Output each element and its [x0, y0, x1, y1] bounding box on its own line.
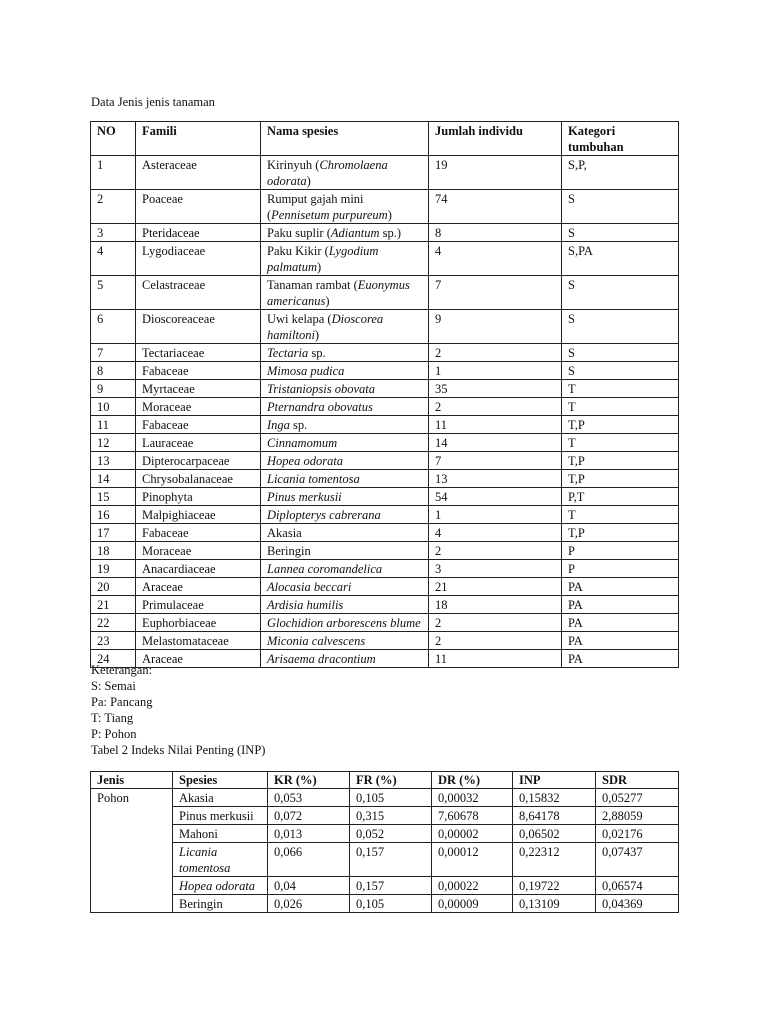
species-text: Rumput gajah mini (	[267, 192, 364, 222]
cell-no: 10	[91, 398, 136, 416]
cell-fr: 0,105	[350, 895, 432, 913]
scientific-name: Alocasia beccari	[267, 580, 352, 594]
table-row	[91, 789, 679, 807]
scientific-name: Lygodium palmatum	[267, 244, 379, 274]
table-row	[91, 434, 679, 452]
table-row	[91, 596, 679, 614]
table-row	[91, 506, 679, 524]
cell-no: 8	[91, 362, 136, 380]
cell-nama-spesies	[261, 380, 429, 398]
cell-no: 12	[91, 434, 136, 452]
cell-jumlah: 1	[429, 506, 562, 524]
cell-kategori: S	[562, 190, 679, 224]
table-row	[91, 560, 679, 578]
table-row	[91, 578, 679, 596]
legend-item: T: Tiang	[91, 711, 134, 725]
cell-kategori: PA	[562, 614, 679, 632]
cell-jumlah: 19	[429, 156, 562, 190]
species-text: sp.)	[379, 226, 402, 240]
cell-no: 13	[91, 452, 136, 470]
cell-kategori: S	[562, 224, 679, 242]
cell-famili: Lygodiaceae	[136, 242, 261, 276]
cell-jumlah: 4	[429, 524, 562, 542]
header-jenis: Jenis	[91, 772, 173, 789]
cell-kategori: PA	[562, 632, 679, 650]
cell-jumlah: 2	[429, 398, 562, 416]
cell-kategori: T	[562, 506, 679, 524]
scientific-name: Miconia calvescens	[267, 634, 366, 648]
cell-inp: 0,19722	[513, 877, 596, 895]
cell-dr: 0,00012	[432, 843, 513, 877]
cell-no: 19	[91, 560, 136, 578]
cell-no: 11	[91, 416, 136, 434]
species-text: Akasia	[267, 526, 302, 540]
cell-spesies: Beringin	[173, 895, 268, 913]
cell-jumlah: 74	[429, 190, 562, 224]
cell-no: 2	[91, 190, 136, 224]
cell-no: 15	[91, 488, 136, 506]
cell-nama-spesies	[261, 578, 429, 596]
table-row	[91, 650, 679, 668]
cell-kategori: P	[562, 542, 679, 560]
species-text: Paku suplir (	[267, 226, 331, 240]
cell-no: 20	[91, 578, 136, 596]
cell-kr: 0,026	[268, 895, 350, 913]
table-row	[91, 242, 679, 276]
scientific-name: Glochidion arborescens blume	[267, 616, 421, 630]
cell-no: 6	[91, 310, 136, 344]
species-text: Uwi kelapa (	[267, 312, 332, 326]
cell-nama-spesies	[261, 650, 429, 668]
cell-famili: Moraceae	[136, 398, 261, 416]
table-row	[91, 632, 679, 650]
table-row	[91, 452, 679, 470]
legend-title: Keterangan:	[91, 663, 153, 677]
cell-kategori: T	[562, 380, 679, 398]
cell-no: 1	[91, 156, 136, 190]
cell-nama-spesies	[261, 596, 429, 614]
cell-nama-spesies	[261, 224, 429, 242]
cell-no: 21	[91, 596, 136, 614]
scientific-name: Pternandra obovatus	[267, 400, 373, 414]
scientific-name: Pennisetum purpureum	[271, 208, 388, 222]
cell-famili: Pinophyta	[136, 488, 261, 506]
cell-jumlah: 2	[429, 632, 562, 650]
scientific-name: Euonymus americanus	[267, 278, 410, 308]
cell-nama-spesies	[261, 190, 429, 224]
cell-sdr: 2,88059	[596, 807, 679, 825]
cell-spesies	[173, 877, 268, 895]
cell-dr: 0,00002	[432, 825, 513, 843]
cell-kategori: S	[562, 344, 679, 362]
cell-kr: 0,04	[268, 877, 350, 895]
cell-nama-spesies	[261, 242, 429, 276]
cell-famili: Melastomataceae	[136, 632, 261, 650]
cell-kr: 0,072	[268, 807, 350, 825]
cell-famili: Myrtaceae	[136, 380, 261, 398]
cell-no: 23	[91, 632, 136, 650]
cell-famili: Asteraceae	[136, 156, 261, 190]
cell-no: 4	[91, 242, 136, 276]
cell-no: 22	[91, 614, 136, 632]
cell-nama-spesies	[261, 560, 429, 578]
species-text: )	[314, 328, 320, 342]
legend-item: P: Pohon	[91, 727, 137, 741]
cell-fr: 0,052	[350, 825, 432, 843]
cell-famili: Tectariaceae	[136, 344, 261, 362]
scientific-name: Tectaria	[267, 346, 309, 360]
header-famili: Famili	[136, 122, 261, 156]
table2-title: Tabel 2 Indeks Nilai Penting (INP)	[91, 743, 266, 757]
table-row	[91, 156, 679, 190]
cell-nama-spesies	[261, 524, 429, 542]
cell-sdr: 0,04369	[596, 895, 679, 913]
cell-sdr: 0,06574	[596, 877, 679, 895]
table-row	[91, 470, 679, 488]
scientific-name: Dioscorea hamiltoni	[267, 312, 384, 342]
cell-dr: 7,60678	[432, 807, 513, 825]
cell-famili: Araceae	[136, 650, 261, 668]
cell-kategori: T	[562, 398, 679, 416]
table-row	[91, 825, 679, 843]
table-row	[91, 614, 679, 632]
species-text: Kirinyuh (	[267, 158, 320, 172]
scientific-name: Chromolaena odorata	[267, 158, 388, 188]
cell-spesies: Mahoni	[173, 825, 268, 843]
cell-jumlah: 2	[429, 542, 562, 560]
cell-nama-spesies	[261, 470, 429, 488]
cell-famili: Pteridaceae	[136, 224, 261, 242]
table-header-row	[91, 122, 679, 156]
scientific-name: Hopea odorata	[267, 454, 344, 468]
header-dr: DR (%)	[432, 772, 513, 789]
cell-inp: 8,64178	[513, 807, 596, 825]
cell-inp: 0,06502	[513, 825, 596, 843]
table-row	[91, 877, 679, 895]
table-row	[91, 224, 679, 242]
scientific-name: Licania tomentosa	[179, 845, 231, 875]
scientific-name: Adiantum	[330, 226, 380, 240]
legend-item: S: Semai	[91, 679, 136, 693]
header-kategori-tumbuhan: Kategori tumbuhan	[562, 122, 679, 156]
cell-jenis: Pohon	[91, 789, 173, 913]
species-text: )	[317, 260, 322, 274]
cell-no: 18	[91, 542, 136, 560]
cell-fr: 0,157	[350, 843, 432, 877]
cell-no: 9	[91, 380, 136, 398]
cell-jumlah: 2	[429, 614, 562, 632]
cell-jumlah: 3	[429, 560, 562, 578]
cell-fr: 0,157	[350, 877, 432, 895]
cell-kategori: S	[562, 310, 679, 344]
cell-jumlah: 13	[429, 470, 562, 488]
header-nama-spesies: Nama spesies	[261, 122, 429, 156]
cell-famili: Fabaceae	[136, 362, 261, 380]
species-text: )	[387, 208, 392, 222]
cell-nama-spesies	[261, 632, 429, 650]
species-text: Beringin	[267, 544, 311, 558]
scientific-name: Mimosa pudica	[267, 364, 345, 378]
plant-species-table	[90, 121, 679, 668]
cell-famili: Anacardiaceae	[136, 560, 261, 578]
cell-kategori: PA	[562, 596, 679, 614]
cell-nama-spesies	[261, 542, 429, 560]
cell-kategori: S	[562, 362, 679, 380]
cell-kategori: PA	[562, 650, 679, 668]
cell-famili: Araceae	[136, 578, 261, 596]
cell-famili: Primulaceae	[136, 596, 261, 614]
cell-nama-spesies	[261, 506, 429, 524]
species-text: )	[325, 294, 330, 308]
cell-sdr: 0,05277	[596, 789, 679, 807]
cell-spesies: Pinus merkusii	[173, 807, 268, 825]
table-row	[91, 310, 679, 344]
cell-jumlah: 2	[429, 344, 562, 362]
species-text: sp.	[289, 418, 308, 432]
cell-fr: 0,105	[350, 789, 432, 807]
table-row	[91, 542, 679, 560]
table-row	[91, 362, 679, 380]
cell-jumlah: 21	[429, 578, 562, 596]
scientific-name: Pinus merkusii	[267, 490, 342, 504]
cell-dr: 0,00032	[432, 789, 513, 807]
cell-jumlah: 4	[429, 242, 562, 276]
scientific-name: Ardisia humilis	[267, 598, 344, 612]
cell-nama-spesies	[261, 156, 429, 190]
cell-nama-spesies	[261, 310, 429, 344]
header-inp: INP	[513, 772, 596, 789]
cell-no: 5	[91, 276, 136, 310]
cell-jumlah: 7	[429, 276, 562, 310]
cell-famili: Malpighiaceae	[136, 506, 261, 524]
table-row	[91, 416, 679, 434]
cell-spesies	[173, 843, 268, 877]
header-kr: KR (%)	[268, 772, 350, 789]
legend-item: Pa: Pancang	[91, 695, 153, 709]
table-row	[91, 398, 679, 416]
cell-no: 7	[91, 344, 136, 362]
header-spesies: Spesies	[173, 772, 268, 789]
table-row	[91, 380, 679, 398]
cell-nama-spesies	[261, 276, 429, 310]
header-fr: FR (%)	[350, 772, 432, 789]
cell-famili: Fabaceae	[136, 524, 261, 542]
table-row	[91, 807, 679, 825]
cell-nama-spesies	[261, 452, 429, 470]
cell-inp: 0,15832	[513, 789, 596, 807]
cell-fr: 0,315	[350, 807, 432, 825]
cell-famili: Celastraceae	[136, 276, 261, 310]
cell-spesies: Akasia	[173, 789, 268, 807]
cell-nama-spesies	[261, 344, 429, 362]
scientific-name: Diplopterys cabrerana	[267, 508, 381, 522]
table-row	[91, 524, 679, 542]
cell-famili: Lauraceae	[136, 434, 261, 452]
cell-no: 14	[91, 470, 136, 488]
cell-kr: 0,066	[268, 843, 350, 877]
table-header-row	[91, 772, 679, 789]
table-row	[91, 843, 679, 877]
table-row	[91, 276, 679, 310]
cell-nama-spesies	[261, 614, 429, 632]
cell-jumlah: 11	[429, 416, 562, 434]
table-row	[91, 895, 679, 913]
table-row	[91, 344, 679, 362]
cell-famili: Dipterocarpaceae	[136, 452, 261, 470]
cell-famili: Chrysobalanaceae	[136, 470, 261, 488]
cell-nama-spesies	[261, 488, 429, 506]
cell-kr: 0,053	[268, 789, 350, 807]
scientific-name: Arisaema dracontium	[267, 652, 376, 666]
cell-nama-spesies	[261, 398, 429, 416]
table-row	[91, 190, 679, 224]
cell-kategori: P,T	[562, 488, 679, 506]
cell-inp: 0,13109	[513, 895, 596, 913]
cell-jumlah: 9	[429, 310, 562, 344]
scientific-name: Lannea coromandelica	[267, 562, 383, 576]
cell-no: 16	[91, 506, 136, 524]
cell-inp: 0,22312	[513, 843, 596, 877]
scientific-name: Hopea odorata	[179, 879, 256, 893]
species-text: Tanaman rambat (	[267, 278, 358, 292]
table-row	[91, 488, 679, 506]
cell-jumlah: 8	[429, 224, 562, 242]
cell-kategori: T	[562, 434, 679, 452]
cell-jumlah: 18	[429, 596, 562, 614]
cell-kr: 0,013	[268, 825, 350, 843]
cell-no: 3	[91, 224, 136, 242]
cell-kategori: T,P	[562, 416, 679, 434]
cell-famili: Moraceae	[136, 542, 261, 560]
cell-kategori: S,P,	[562, 156, 679, 190]
cell-kategori: T,P	[562, 452, 679, 470]
species-text: )	[306, 174, 311, 188]
cell-sdr: 0,07437	[596, 843, 679, 877]
header-sdr: SDR	[596, 772, 679, 789]
scientific-name: Inga	[267, 418, 290, 432]
cell-famili: Fabaceae	[136, 416, 261, 434]
inp-table	[90, 771, 679, 913]
table1-title: Data Jenis jenis tanaman	[91, 95, 215, 109]
cell-jumlah: 7	[429, 452, 562, 470]
header-no: NO	[91, 122, 136, 156]
scientific-name: Tristaniopsis obovata	[267, 382, 376, 396]
header-jumlah-individu: Jumlah individu	[429, 122, 562, 156]
cell-no: 17	[91, 524, 136, 542]
cell-famili: Euphorbiaceae	[136, 614, 261, 632]
scientific-name: Licania tomentosa	[267, 472, 360, 486]
cell-kategori: S,PA	[562, 242, 679, 276]
cell-sdr: 0,02176	[596, 825, 679, 843]
cell-nama-spesies	[261, 362, 429, 380]
cell-famili: Poaceae	[136, 190, 261, 224]
cell-jumlah: 1	[429, 362, 562, 380]
cell-jumlah: 11	[429, 650, 562, 668]
species-text: Paku Kikir (	[267, 244, 329, 258]
cell-jumlah: 54	[429, 488, 562, 506]
cell-kategori: T,P	[562, 470, 679, 488]
cell-kategori: PA	[562, 578, 679, 596]
scientific-name: Cinnamomum	[267, 436, 338, 450]
cell-no: 24	[91, 650, 136, 668]
cell-jumlah: 14	[429, 434, 562, 452]
cell-nama-spesies	[261, 434, 429, 452]
cell-kategori: S	[562, 276, 679, 310]
cell-nama-spesies	[261, 416, 429, 434]
cell-jumlah: 35	[429, 380, 562, 398]
cell-famili: Dioscoreaceae	[136, 310, 261, 344]
species-text: sp.	[308, 346, 326, 360]
cell-dr: 0,00022	[432, 877, 513, 895]
cell-kategori: P	[562, 560, 679, 578]
cell-dr: 0,00009	[432, 895, 513, 913]
cell-kategori: T,P	[562, 524, 679, 542]
